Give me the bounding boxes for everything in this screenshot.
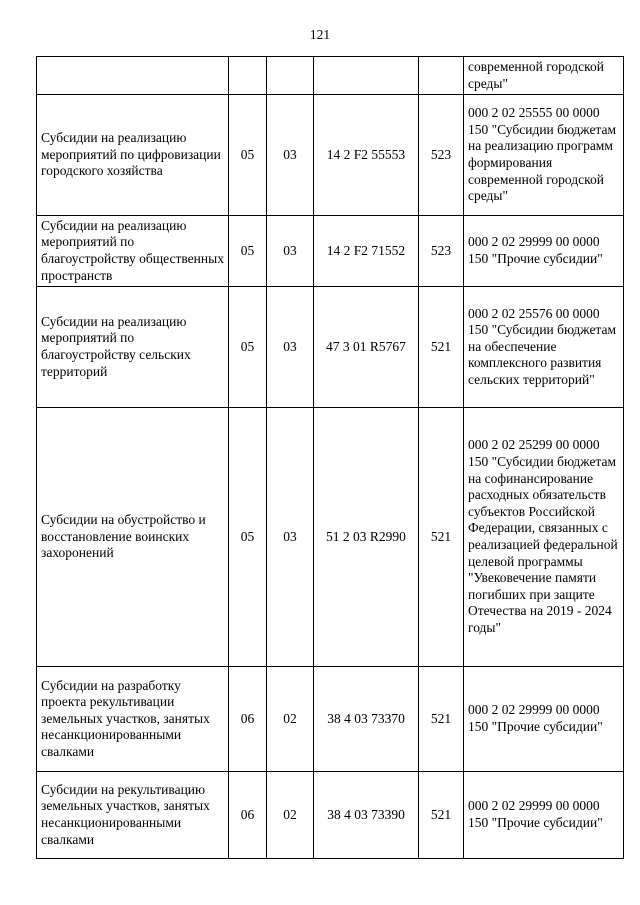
target-code-cell: 38 4 03 73370 [314, 667, 419, 772]
section-cell: 05 [229, 287, 267, 408]
target-code-cell: 47 3 01 R5767 [314, 287, 419, 408]
target-code-cell: 14 2 F2 55553 [314, 95, 419, 216]
expense-type-cell: 521 [419, 408, 464, 667]
target-code-cell: 14 2 F2 71552 [314, 216, 419, 287]
table-row [37, 408, 624, 667]
subsidy-name-cell: Субсидии на обустройство и восстановление воинских захоронений [37, 408, 229, 667]
subsidy-name-cell [37, 57, 229, 95]
subsidy-name-cell: Субсидии на реализацию мероприятий по благоустройству сельских территорий [37, 287, 229, 408]
revenue-code-cell: современной городской среды" [464, 57, 624, 95]
subsection-cell: 02 [267, 667, 314, 772]
section-cell: 05 [229, 216, 267, 287]
revenue-code-cell: 000 2 02 25299 00 0000 150 "Субсидии бюджетам на софинансирование расходных обязательств субъектов Российской Федерации, связанных с реализацией федеральной целевой программы "Увековечение памяти погибших при защите Отечества на 2019 - 2024 годы" [464, 408, 624, 667]
subsection-cell: 03 [267, 408, 314, 667]
table-row [37, 216, 624, 287]
table-row [37, 772, 624, 859]
subsidies-table [36, 56, 624, 859]
target-code-cell [314, 57, 419, 95]
revenue-code-cell: 000 2 02 25576 00 0000 150 "Субсидии бюджетам на обеспечение комплексного развития сельских территорий" [464, 287, 624, 408]
subsidy-name-cell: Субсидии на реализацию мероприятий по благоустройству общественных пространств [37, 216, 229, 287]
page-number: 121 [309, 27, 331, 42]
subsection-cell [267, 57, 314, 95]
revenue-code-cell: 000 2 02 25555 00 0000 150 "Субсидии бюджетам на реализацию программ формирования современной городской среды" [464, 95, 624, 216]
revenue-code-cell: 000 2 02 29999 00 0000 150 "Прочие субсидии" [464, 667, 624, 772]
section-cell: 06 [229, 772, 267, 859]
revenue-code-cell: 000 2 02 29999 00 0000 150 "Прочие субсидии" [464, 772, 624, 859]
section-cell [229, 57, 267, 95]
table-row [37, 667, 624, 772]
subsidy-name-cell: Субсидии на рекультивацию земельных участков, занятых несанкционированными свалками [37, 772, 229, 859]
section-cell: 05 [229, 95, 267, 216]
subsection-cell: 03 [267, 95, 314, 216]
subsidy-name-cell: Субсидии на реализацию мероприятий по цифровизации городского хозяйства [37, 95, 229, 216]
table-row [37, 57, 624, 95]
section-cell: 06 [229, 667, 267, 772]
revenue-code-cell: 000 2 02 29999 00 0000 150 "Прочие субсидии" [464, 216, 624, 287]
subsection-cell: 03 [267, 287, 314, 408]
table-row [37, 287, 624, 408]
subsidy-name-cell: Субсидии на разработку проекта рекультивации земельных участков, занятых несанкционированными свалками [37, 667, 229, 772]
table-row [37, 95, 624, 216]
subsection-cell: 02 [267, 772, 314, 859]
subsection-cell: 03 [267, 216, 314, 287]
target-code-cell: 38 4 03 73390 [314, 772, 419, 859]
target-code-cell: 51 2 03 R2990 [314, 408, 419, 667]
section-cell: 05 [229, 408, 267, 667]
expense-type-cell: 521 [419, 287, 464, 408]
expense-type-cell [419, 57, 464, 95]
expense-type-cell: 521 [419, 667, 464, 772]
expense-type-cell: 521 [419, 772, 464, 859]
expense-type-cell: 523 [419, 216, 464, 287]
expense-type-cell: 523 [419, 95, 464, 216]
